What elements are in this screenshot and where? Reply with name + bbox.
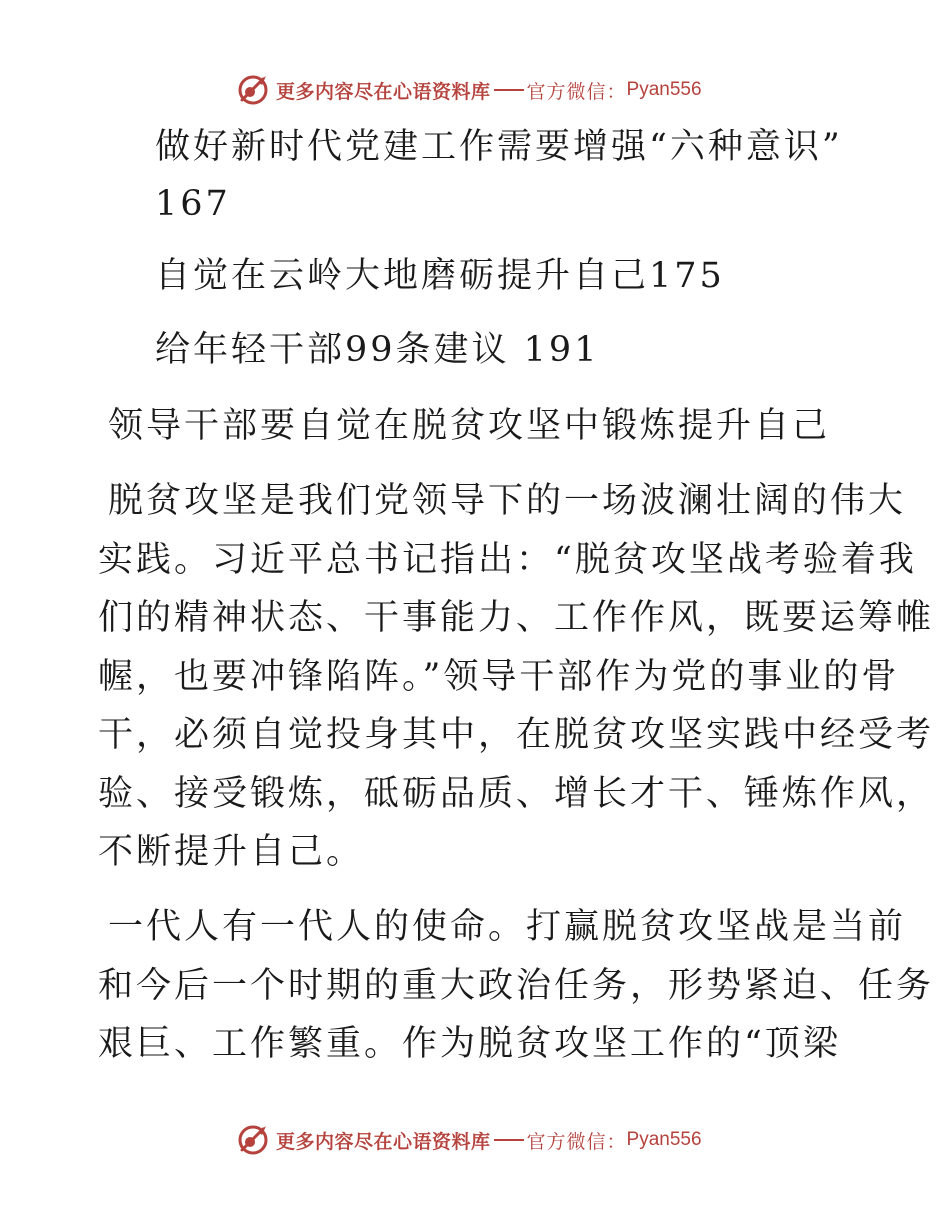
paragraph-2-line-1: 一代人有一代人的使命。打赢脱贫攻坚战是当前	[108, 907, 907, 947]
paragraph-2-line-2: 和今后一个时期的重大政治任务，形势紧迫、任务	[98, 966, 935, 1006]
paragraph-1-line-3: 们的精神状态、干事能力、工作作风，既要运筹帷	[98, 598, 935, 638]
toc-entry-3: 给年轻干部99条建议 191	[155, 330, 600, 370]
paragraph-1-line-7: 不断提升自己。	[98, 832, 365, 872]
brush-logo-icon	[236, 73, 270, 107]
toc-entry-1-line-2: 167	[155, 184, 231, 224]
brush-logo-icon	[236, 1123, 270, 1157]
watermark-brand: 更多内容尽在心语资料库	[276, 1130, 491, 1153]
watermark-wechat-id: Pyan556	[626, 1129, 702, 1150]
paragraph-1-line-6: 验、接受锻炼，砥砺品质、增长才干、锤炼作风，	[98, 774, 935, 814]
paragraph-2-line-3: 艰巨、工作繁重。作为脱贫攻坚工作的“顶梁	[98, 1024, 841, 1064]
watermark-contact-label: 官方微信：	[526, 1130, 627, 1153]
watermark-dash	[494, 1139, 524, 1141]
paragraph-1-line-4: 幄，也要冲锋陷阵。”领导干部作为党的事业的骨	[98, 657, 900, 697]
watermark-contact-label: 官方微信：	[526, 80, 627, 103]
watermark-wechat-id: Pyan556	[626, 79, 702, 100]
toc-entry-1-line-1: 做好新时代党建工作需要增强“六种意识”	[155, 127, 843, 167]
paragraph-1-line-1: 脱贫攻坚是我们党领导下的一场波澜壮阔的伟大	[108, 481, 907, 521]
watermark-banner-bottom	[236, 1123, 702, 1157]
paragraph-1-line-2: 实践。习近平总书记指出：“脱贫攻坚战考验着我	[98, 540, 917, 580]
paragraph-1-line-5: 干，必须自觉投身其中，在脱贫攻坚实践中经受考	[98, 715, 935, 755]
toc-entry-2: 自觉在云岭大地磨砺提升自己175	[155, 256, 725, 296]
article-title: 领导干部要自觉在脱贫攻坚中锻炼提升自己	[108, 406, 831, 446]
watermark-dash	[494, 89, 524, 91]
watermark-banner-top	[236, 73, 702, 107]
watermark-brand: 更多内容尽在心语资料库	[276, 80, 491, 103]
